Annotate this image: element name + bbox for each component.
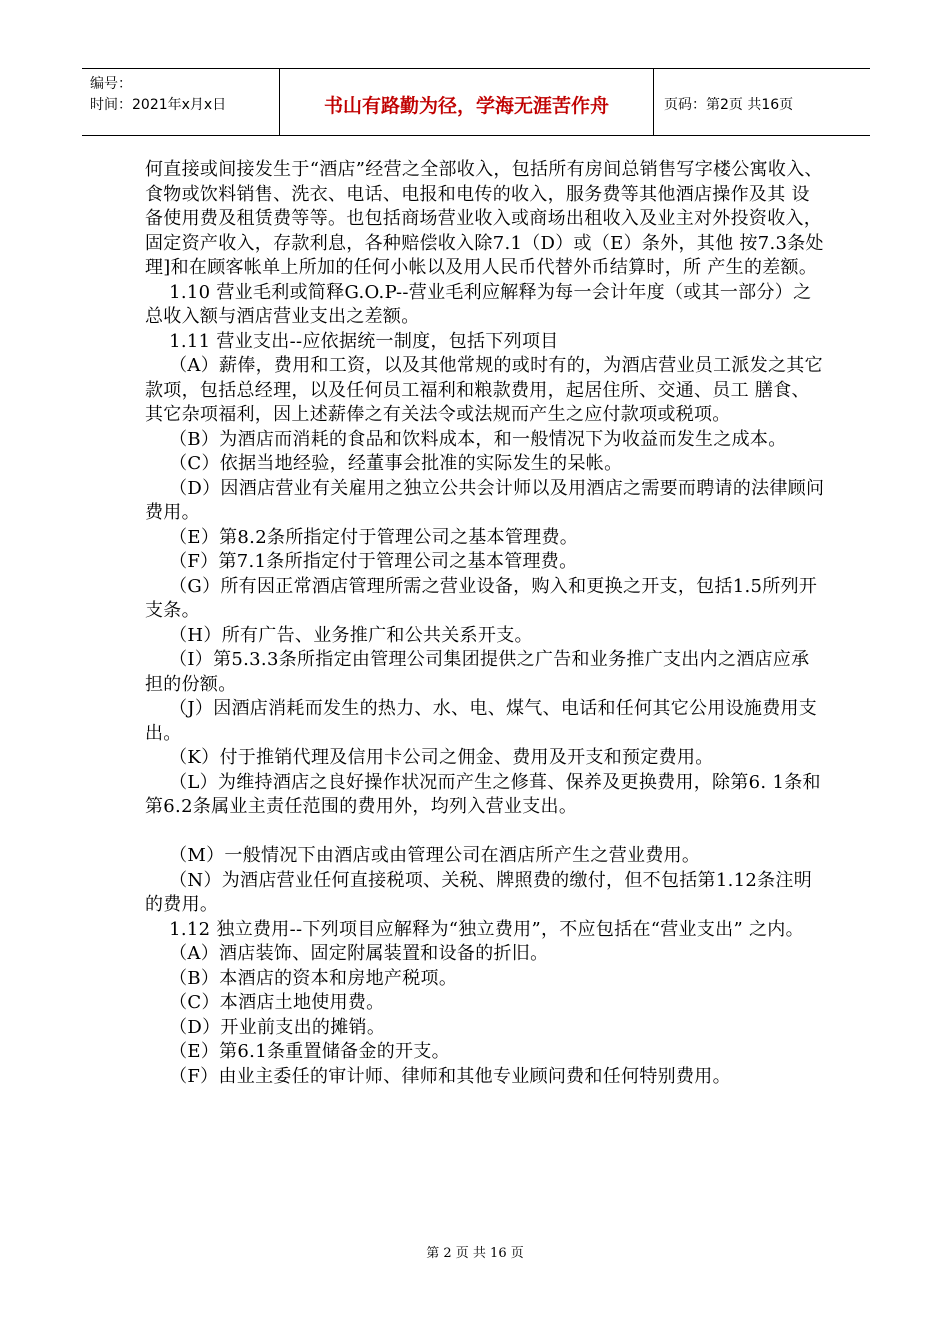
document-number-label: 编号： [90,76,132,92]
paragraph: （B）本酒店的资本和房地产税项。 [145,967,458,989]
header-page-number [654,69,870,135]
paragraph: （G）所有因正常酒店管理所需之营业设备，购入和更换之开支，包括1.5所列开支条。 [145,575,818,621]
paragraph: 1.11 营业支出--应依据统一制度，包括下列项目 [145,330,559,352]
page-header [82,68,870,136]
paragraph: （A）酒店装饰、固定附属装置和设备的折旧。 [145,943,549,964]
document-body [145,158,829,1089]
motto-text: 书山有路勤为径，学海无涯苦作舟 [323,94,609,117]
footer-page-number: 第 2 页 共 16 页 [426,1246,524,1261]
paragraph: （A）薪俸，费用和工资，以及其他常规的或时有的，为酒店营业员工派发之其它款项，包括总经理，以及任何员工福利和粮款费用，起居住所、交通、员工 膳食、其它杂项福利，因上述薪俸之有关法令或法规而产生之应付款项或税项。 [145,355,823,425]
paragraph: 何直接或间接发生于“酒店”经营之全部收入，包括所有房间总销售写字楼公寓收入、 食物或饮料销售、洗衣、电话、电报和电传的收入，服务费等其他酒店操作及其 设备使用费及租赁费等等。也包括商场营业收入或商场出租收入及业主对外投资收入，固定资产收入，存款利息，各种赔偿收入除7.1（D）或（E）条外，其他 按7.3条处理]和在顾客帐单上所加的任何小帐以及用人民币代替外币结算时，所 产生的差额。 [145,159,829,278]
paragraph: （D）因酒店营业有关雇用之独立公共会计师以及用酒店之需要而聘请的法律顾问费用。 [145,477,825,523]
paragraph: （L）为维持酒店之良好操作状况而产生之修葺、保养及更换费用，除第6. 1条和第6.2条属业主责任范围的费用外，均列入营业支出。 [145,771,821,817]
paragraph: （F）第7.1条所指定付于管理公司之基本管理费。 [145,551,578,572]
paragraph: （B）为酒店而消耗的食品和饮料成本，和一般情况下为收益而发生之成本。 [145,428,787,450]
header-page-label: 页码：第2页 共16页 [664,97,794,113]
paragraph: 1.12 独立费用--下列项目应解释为“独立费用”，不应包括在“营业支出” 之内。 [145,918,804,940]
paragraph: （C）依据当地经验，经董事会批准的实际发生的呆帐。 [145,453,623,474]
paragraph: （K）付于推销代理及信用卡公司之佣金、费用及开支和预定费用。 [145,747,714,768]
paragraph: （I）第5.3.3条所指定由管理公司集团提供之广告和业务推广支出内之酒店应承担的份额。 [145,649,810,695]
paragraph: （N）为酒店营业任何直接税项、关税、牌照费的缴付，但不包括第1.12条注明的费用。 [145,869,813,915]
document-date: 时间：2021年x月x日 [90,97,227,113]
paragraph: （J）因酒店消耗而发生的热力、水、电、煤气、电话和任何其它公用设施费用支出。 [145,698,818,744]
paragraph-gap [145,820,825,845]
paragraph: （C）本酒店土地使用费。 [145,992,385,1013]
paragraph: （H）所有广告、业务推广和公共关系开支。 [145,624,533,646]
paragraph: （D）开业前支出的摊销。 [145,1016,386,1038]
paragraph: （E）第8.2条所指定付于管理公司之基本管理费。 [145,526,579,548]
paragraph: （E）第6.1条重置储备金的开支。 [145,1041,450,1062]
paragraph: （M）一般情况下由酒店或由管理公司在酒店所产生之营业费用。 [145,845,701,866]
paragraph: （F）由业主委任的审计师、律师和其他专业顾问费和任何特别费用。 [145,1065,731,1087]
header-meta [82,69,280,135]
page-footer [0,1242,950,1261]
header-motto [280,69,654,135]
paragraph: 1.10 营业毛利或简释G.O.P--营业毛利应解释为每一会计年度（或其一部分）之总收入额与酒店营业支出之差额。 [145,281,812,327]
